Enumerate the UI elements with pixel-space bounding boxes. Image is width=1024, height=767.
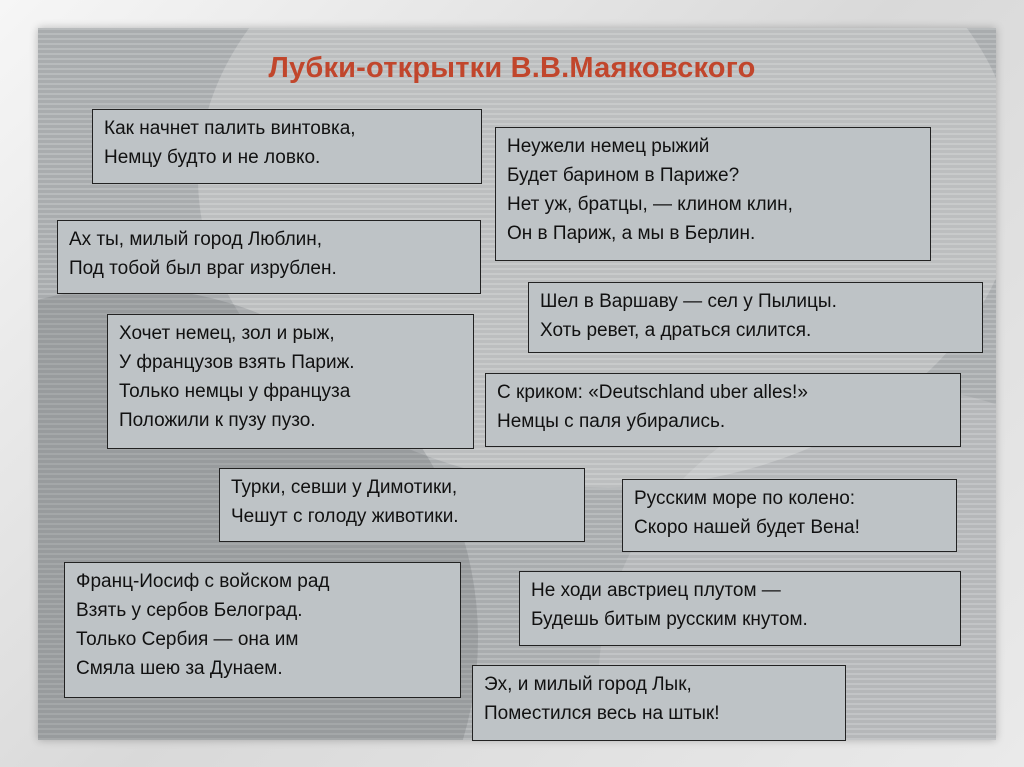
verse-line: Ах ты, милый город Люблин, — [69, 229, 323, 250]
verse-line: С криком: «Deutschland uber alles!» — [497, 382, 808, 403]
verse-box — [472, 665, 846, 741]
verse-line: Как начнет палить винтовка, — [104, 118, 356, 139]
verse-line: Немцы с паля убирались. — [497, 411, 726, 432]
verse-line: Русским море по колено: — [634, 488, 856, 509]
verse-line: Будешь битым русским кнутом. — [531, 609, 808, 630]
verse-line: Только Сербия — она им — [76, 629, 299, 650]
verse-line: Чешут с голоду животики. — [231, 506, 459, 527]
verse-box — [57, 220, 481, 294]
verse-line: Турки, севши у Димотики, — [231, 477, 458, 498]
verse-line: Нет уж, братцы, — клином клин, — [507, 194, 793, 215]
verse-line: Франц-Иосиф с войском рад — [76, 571, 330, 592]
verse-line: Хочет немец, зол и рыж, — [119, 323, 335, 344]
verse-box — [92, 109, 482, 184]
verse-box — [528, 282, 983, 353]
verse-box — [107, 314, 474, 449]
verse-box — [64, 562, 461, 698]
verse-box — [219, 468, 585, 542]
verse-line: Не ходи австриец плутом — — [531, 580, 781, 601]
verse-line: Под тобой был враг изрублен. — [69, 258, 337, 279]
verse-box — [495, 127, 931, 261]
verse-line: Он в Париж, а мы в Берлин. — [507, 223, 756, 244]
verse-line: Взять у сербов Белоград. — [76, 600, 303, 621]
verse-line: Только немцы у француза — [119, 381, 351, 402]
verse-line: Будет барином в Париже? — [507, 165, 740, 186]
verse-box — [622, 479, 957, 552]
verse-line: Положили к пузу пузо. — [119, 410, 316, 431]
verse-box — [485, 373, 961, 447]
page-title: Лубки-открытки В.В.Маяковского — [268, 52, 756, 84]
verse-line: Хоть ревет, а драться силится. — [540, 320, 812, 341]
verse-line: Немцу будто и не ловко. — [104, 147, 321, 168]
verse-line: Смяла шею за Дунаем. — [76, 658, 283, 679]
verse-line: Скоро нашей будет Вена! — [634, 517, 860, 538]
verse-line: Эх, и милый город Лык, — [484, 674, 692, 695]
verse-line: Шел в Варшаву — сел у Пылицы. — [540, 291, 837, 312]
verse-line: Поместился весь на штык! — [484, 703, 720, 724]
verse-line: Неужели немец рыжий — [507, 136, 710, 157]
verse-line: У французов взять Париж. — [119, 352, 355, 373]
verse-box — [519, 571, 961, 646]
